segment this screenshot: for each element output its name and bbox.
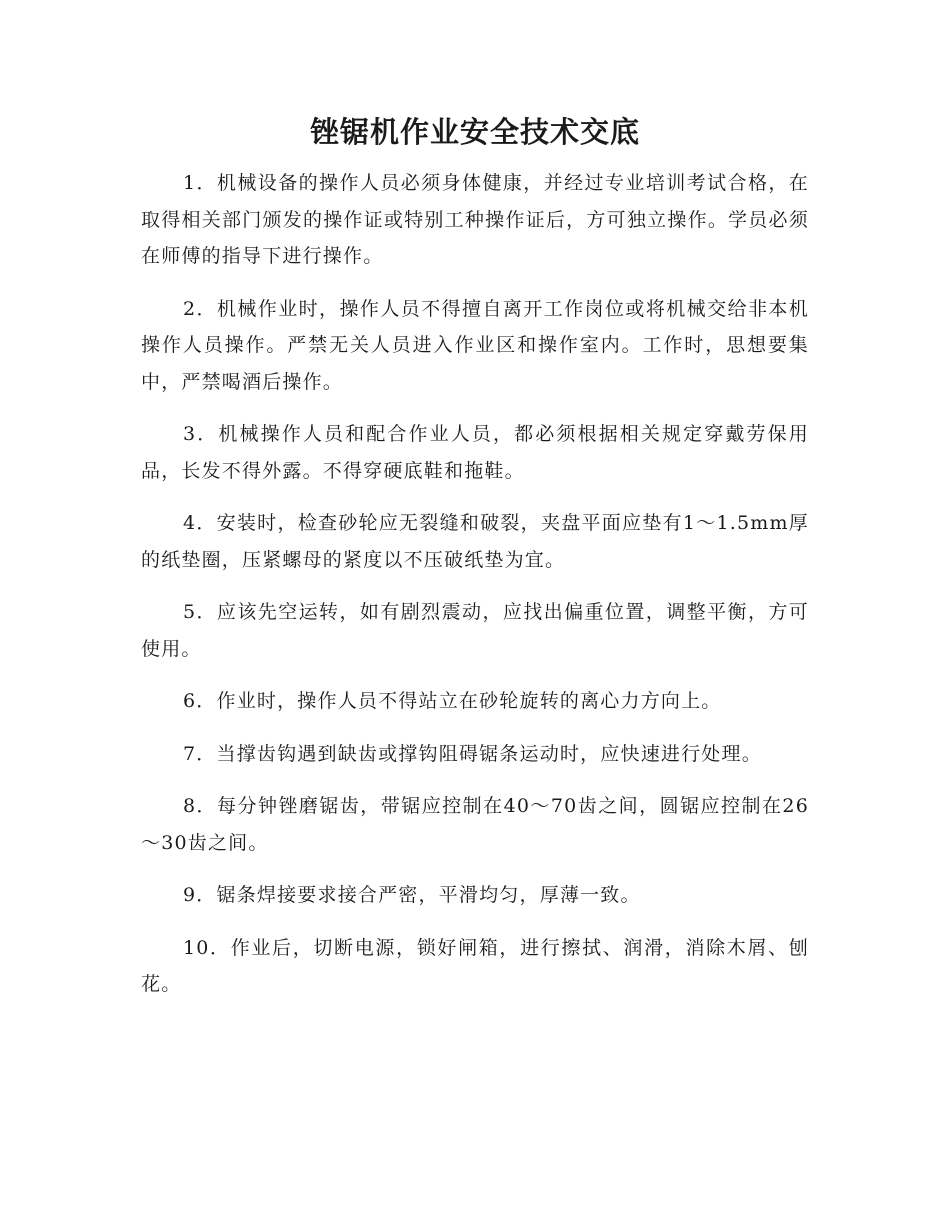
document-body <box>141 165 809 1019</box>
paragraph-10: 10．作业后，切断电源，锁好闸箱，进行擦拭、润滑，消除木屑、刨花。 <box>141 936 809 995</box>
paragraph-5: 5．应该先空运转，如有剧烈震动，应找出偏重位置，调整平衡，方可使用。 <box>141 601 809 660</box>
paragraph-7: 7．当撑齿钩遇到缺齿或撑钩阻碍锯条运动时，应快速进行处理。 <box>183 742 762 765</box>
document-title: 锉锯机作业安全技术交底 <box>309 115 640 149</box>
paragraph-4: 4．安装时，检查砂轮应无裂缝和破裂，夹盘平面应垫有1～1.5mm厚的纸垫圈，压紧螺母的紧度以不压破纸垫为宜。 <box>141 512 809 571</box>
paragraph-6: 6．作业时，操作人员不得站立在砂轮旋转的离心力方向上。 <box>183 690 722 712</box>
paragraph-1: 1．机械设备的操作人员必须身体健康，并经过专业培训考试合格，在取得相关部门颁发的操作证或特别工种操作证后，方可独立操作。学员必须在师傅的指导下进行操作。 <box>141 172 809 267</box>
paragraph-3: 3．机械操作人员和配合作业人员，都必须根据相关规定穿戴劳保用品，长发不得外露。不得穿硬底鞋和拖鞋。 <box>141 423 809 482</box>
paragraph-9: 9．锯条焊接要求接合严密，平滑均匀，厚薄一致。 <box>183 884 641 906</box>
paragraph-8: 8．每分钟锉磨锯齿，带锯应控制在40～70齿之间，圆锯应控制在26～30齿之间。 <box>141 795 809 854</box>
paragraph-2: 2．机械作业时，操作人员不得擅自离开工作岗位或将机械交给非本机操作人员操作。严禁无关人员进入作业区和操作室内。工作时，思想要集中，严禁喝酒后操作。 <box>141 297 809 393</box>
